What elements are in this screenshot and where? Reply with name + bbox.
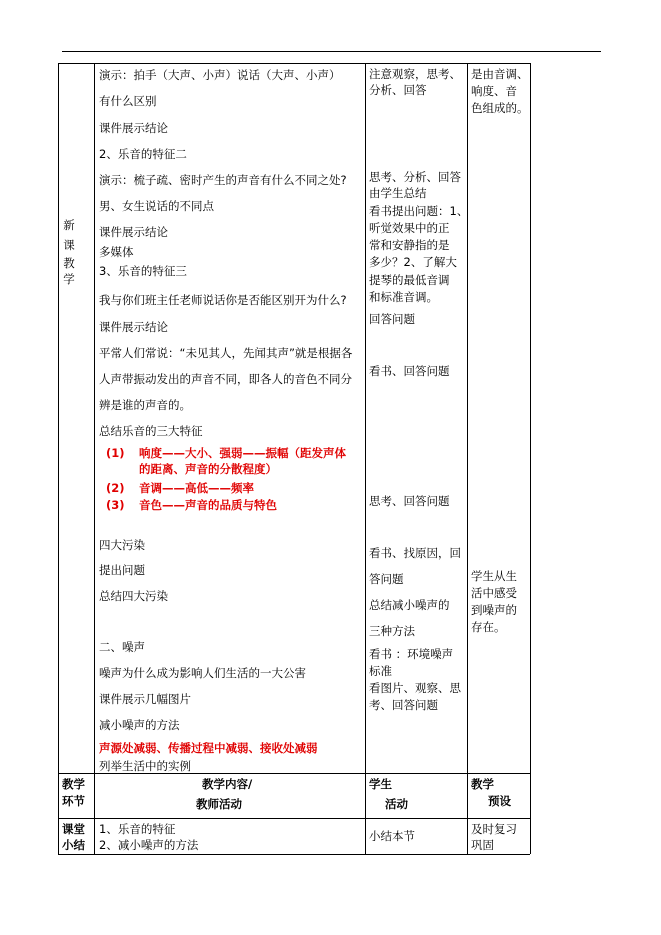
summary-student: 小结本节 — [369, 829, 415, 843]
content-line: 总结四大污染 — [99, 589, 168, 603]
student-line: 看书、找原因，回 — [369, 546, 461, 560]
content-line: 多媒体 — [99, 245, 134, 259]
student-line: 看书提出问题：1、 — [369, 204, 469, 218]
student-line: 三种方法 — [369, 624, 415, 638]
feature-number: (2) — [106, 481, 125, 495]
feature-pitch: 音调——高低——频率 — [139, 481, 254, 495]
table-border-top — [58, 63, 530, 64]
section-label-char: 教 — [63, 256, 75, 270]
content-line: 辨是谁的声音的。 — [99, 398, 191, 412]
col-line-3 — [467, 63, 468, 854]
header-design-cont: 预设 — [488, 794, 511, 808]
content-line: 课件展示结论 — [99, 225, 168, 239]
header-stage-cont: 环节 — [62, 794, 85, 808]
content-line: 人声带振动发出的声音不同，即各人的音色不同分 — [99, 372, 352, 386]
student-line: 看书、回答问题 — [369, 364, 450, 378]
summary-content: 1、乐音的特征 — [99, 822, 176, 836]
content-line: 减小噪声的方法 — [99, 718, 180, 732]
student-line: 看书 ：环境噪声 — [369, 647, 454, 661]
col-line-1 — [94, 63, 95, 854]
student-line: 思考、分析、回答 — [369, 170, 461, 184]
content-line: 演示：梳子疏、密时产生的声音有什么不同之处? — [99, 173, 347, 187]
student-line: 多少？2、了解大 — [369, 255, 457, 269]
content-line: 有什么区别 — [99, 94, 157, 108]
summary-label: 课堂 — [62, 822, 85, 836]
content-line: 3、乐音的特征三 — [99, 264, 187, 278]
student-line: 标准 — [369, 664, 392, 678]
student-line: 看图片、观察、思 — [369, 681, 461, 695]
student-line: 回答问题 — [369, 312, 415, 326]
content-line: 我与你们班主任老师说话你是否能区别开为什么? — [99, 293, 347, 307]
feature-loudness-cont: 的距离、声音的分散程度） — [139, 462, 277, 476]
student-line: 听觉效果中的正 — [369, 221, 450, 235]
content-line: 课件展示几幅图片 — [99, 692, 191, 706]
student-line: 分析、回答 — [369, 83, 427, 97]
student-line: 由学生总结 — [369, 186, 427, 200]
design-line: 学生从生 — [471, 569, 517, 583]
content-line: 噪声为什么成为影响人们生活的一大公害 — [99, 666, 306, 680]
feature-number: (3) — [106, 498, 125, 512]
content-line: 提出问题 — [99, 563, 145, 577]
content-line: 2、乐音的特征二 — [99, 147, 187, 161]
content-line: 课件展示结论 — [99, 121, 168, 135]
design-line: 活中感受 — [471, 586, 517, 600]
content-line: 四大污染 — [99, 538, 145, 552]
table-border-bottom — [58, 854, 530, 855]
design-line: 色组成的。 — [471, 101, 529, 115]
design-line: 存在。 — [471, 620, 506, 634]
col-line-0 — [58, 63, 59, 854]
design-line: 到噪声的 — [471, 603, 517, 617]
content-line: 列举生活中的实例 — [99, 759, 191, 773]
summary-label-cont: 小结 — [62, 838, 85, 852]
content-line: 课件展示结论 — [99, 320, 168, 334]
content-line: 男、女生说话的不同点 — [99, 199, 214, 213]
header-design: 教学 — [471, 777, 494, 791]
content-line: 演示：拍手（大声、小声）说话（大声、小声） — [99, 68, 341, 82]
header-student-cont: 活动 — [385, 797, 408, 811]
student-line: 思考、回答问题 — [369, 494, 450, 508]
header-stage: 教学 — [62, 777, 85, 791]
summary-design-cont: 巩固 — [471, 838, 494, 852]
student-line: 注意观察，思考、 — [369, 67, 461, 81]
design-line: 响度、音 — [471, 84, 517, 98]
content-line: 平常人们常说：“未见其人，先闻其声”就是根据各 — [99, 346, 353, 360]
student-line: 总结减小噪声的 — [369, 598, 450, 612]
header-rule — [62, 51, 601, 52]
header-content-cont: 教师活动 — [196, 797, 242, 811]
feature-timbre: 音色——声音的品质与特色 — [139, 498, 277, 512]
student-line: 常和安静指的是 — [369, 238, 450, 252]
section-label-char: 新 — [63, 218, 75, 232]
design-line: 是由音调、 — [471, 67, 529, 81]
summary-design: 及时复习 — [471, 822, 517, 836]
student-line: 提琴的最低音调 — [369, 273, 450, 287]
student-line: 和标准音调。 — [369, 290, 438, 304]
header-content: 教学内容/ — [202, 777, 253, 791]
feature-number: (1) — [106, 446, 125, 460]
header-student: 学生 — [369, 777, 392, 791]
student-line: 考、回答问题 — [369, 698, 438, 712]
summary-content: 2、减小噪声的方法 — [99, 838, 199, 852]
feature-loudness: 响度——大小、强弱——振幅（距发声体 — [139, 446, 346, 460]
section-label-char: 课 — [63, 238, 75, 252]
noise-reduction-methods: 声源处减弱、传播过程中减弱、接收处减弱 — [99, 741, 318, 755]
student-line: 答问题 — [369, 572, 404, 586]
col-line-2 — [365, 63, 366, 854]
content-line: 二、噪声 — [99, 640, 145, 654]
col-line-4 — [530, 63, 531, 854]
content-line: 总结乐音的三大特征 — [99, 424, 203, 438]
section-label-char: 学 — [63, 272, 75, 286]
row-divider-summary — [58, 818, 530, 819]
